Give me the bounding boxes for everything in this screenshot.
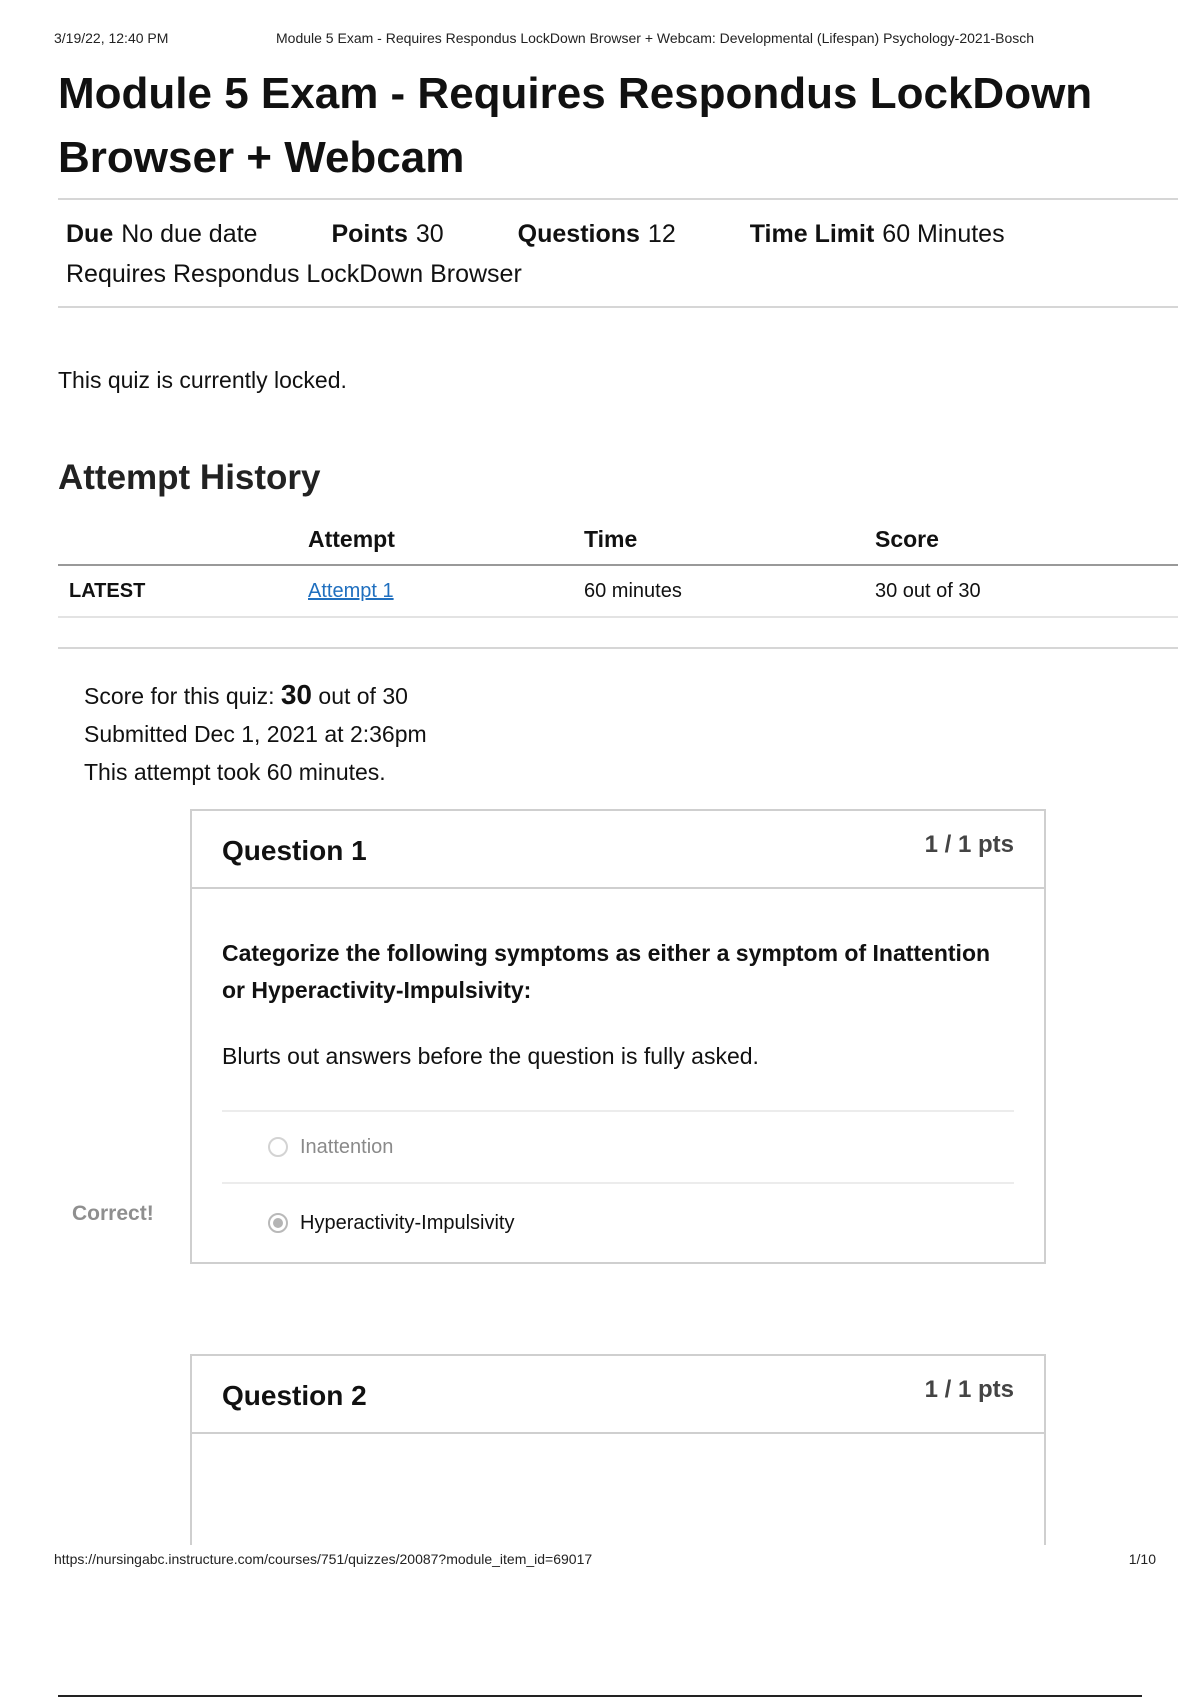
column-header-score: Score <box>875 526 939 552</box>
submitted-time: Submitted Dec 1, 2021 at 2:36pm <box>84 721 427 747</box>
divider <box>58 1695 1142 1697</box>
question-body <box>192 889 1044 1262</box>
lock-message: This quiz is currently locked. <box>58 367 347 393</box>
question-header <box>192 1356 1044 1434</box>
score-value: 30 <box>280 679 313 710</box>
radio-unselected-icon[interactable] <box>268 1137 288 1157</box>
answer-list <box>222 1110 1014 1262</box>
column-header-attempt: Attempt <box>308 526 395 552</box>
page-number: 1/10 <box>1128 1551 1156 1567</box>
attempt-history-heading: Attempt History <box>58 458 321 497</box>
attempt-history-table <box>58 526 1178 618</box>
page-break <box>0 1545 1200 1700</box>
questions-info: Questions 12 <box>517 220 676 248</box>
question-points: 1 / 1 pts <box>924 831 1014 858</box>
divider <box>58 306 1178 308</box>
due-info: Due No due date <box>66 220 258 248</box>
divider <box>58 647 1178 649</box>
question-points: 1 / 1 pts <box>924 1376 1014 1403</box>
correct-answer-tag: Correct! <box>58 1198 182 1238</box>
time-limit-info: Time Limit 60 Minutes <box>749 220 1005 248</box>
quiz-meta <box>66 214 1079 294</box>
table-row <box>58 566 1178 618</box>
score-summary <box>84 676 427 791</box>
question-text: Blurts out answers before the question is fully asked. <box>222 1043 759 1069</box>
question-prompt: Categorize the following symptoms as either a symptom of Inattention or Hyperactivity-Impulsivity: <box>222 940 991 1003</box>
question-title: Question 1 <box>222 835 367 866</box>
attempt-time: 60 minutes <box>584 579 682 602</box>
attempt-duration: This attempt took 60 minutes. <box>84 759 386 785</box>
attempt-link[interactable]: Attempt 1 <box>308 579 394 602</box>
table-header <box>58 526 1178 566</box>
lockdown-requirement: Requires Respondus LockDown Browser <box>66 260 522 288</box>
divider <box>58 198 1178 200</box>
print-url: https://nursingabc.instructure.com/courses/751/quizzes/20087?module_item_id=69017 <box>54 1551 593 1567</box>
question-header <box>192 811 1044 889</box>
question-card-1 <box>190 809 1046 1264</box>
quiz-score: Score for this quiz: 30 out of 30 <box>84 679 408 710</box>
answer-option[interactable]: Inattention <box>222 1110 1014 1182</box>
column-header-time: Time <box>584 526 638 552</box>
latest-badge: LATEST <box>69 579 146 602</box>
answer-option-selected[interactable]: Hyperactivity-Impulsivity <box>222 1182 1014 1262</box>
print-date: 3/19/22, 12:40 PM <box>54 30 169 46</box>
question-title: Question 2 <box>222 1380 367 1411</box>
print-doc-title: Module 5 Exam - Requires Respondus LockDown Browser + Webcam: Developmental (Lifespan) Psychology-2021-Bosch <box>276 30 1035 46</box>
points-info: Points 30 <box>331 220 444 248</box>
radio-selected-icon[interactable] <box>268 1213 288 1233</box>
page-title: Module 5 Exam - Requires Respondus LockDown Browser + Webcam <box>58 69 1093 182</box>
attempt-score: 30 out of 30 <box>875 579 981 602</box>
